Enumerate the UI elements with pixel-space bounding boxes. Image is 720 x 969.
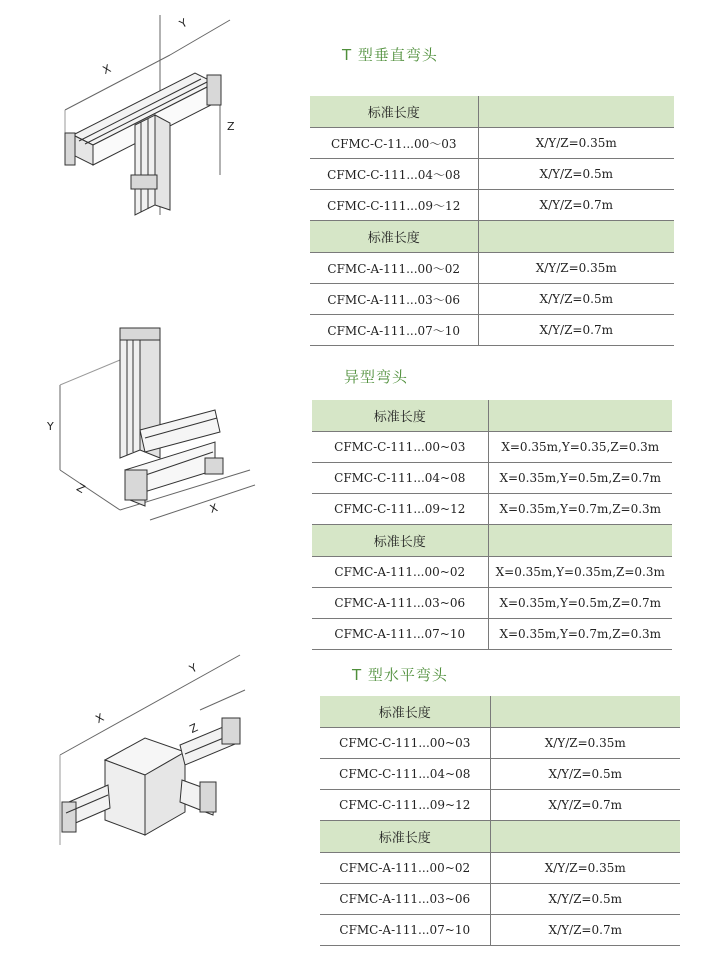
table-row <box>312 432 672 463</box>
section-title-special: 异型弯头 <box>344 368 409 386</box>
model-cell: CFMC-C-111...00~03 <box>312 432 488 463</box>
dim-label-y: Y <box>47 420 54 433</box>
table-row <box>320 853 680 884</box>
model-cell: CFMC-A-111...00~02 <box>320 853 490 884</box>
table-row <box>320 728 680 759</box>
header-value <box>488 400 672 432</box>
model-cell: CFMC-C-111...04～08 <box>310 159 478 190</box>
header-value <box>478 96 674 128</box>
size-cell: X/Y/Z=0.7m <box>478 190 674 221</box>
model-cell: CFMC-A-111...07~10 <box>320 915 490 946</box>
table-header-row <box>310 96 674 128</box>
table-row <box>310 284 674 315</box>
header-value <box>488 525 672 557</box>
size-cell: X/Y/Z=0.35m <box>490 728 680 759</box>
table-header-row <box>312 400 672 432</box>
model-cell: CFMC-C-111...09~12 <box>312 494 488 525</box>
size-cell: X/Y/Z=0.5m <box>478 159 674 190</box>
table-row <box>312 557 672 588</box>
size-cell: X=0.35m,Y=0.7m,Z=0.3m <box>488 494 672 525</box>
table-row <box>310 128 674 159</box>
header-label: 标准长度 <box>312 400 488 432</box>
dim-label-z: Z <box>187 721 200 736</box>
model-cell: CFMC-C-111...04~08 <box>312 463 488 494</box>
header-label: 标准长度 <box>310 96 478 128</box>
size-cell: X/Y/Z=0.5m <box>490 884 680 915</box>
header-label: 标准长度 <box>320 696 490 728</box>
table-row <box>312 588 672 619</box>
table-header-row <box>312 525 672 557</box>
size-cell: X=0.35m,Y=0.5m,Z=0.7m <box>488 463 672 494</box>
model-cell: CFMC-A-111...00~02 <box>312 557 488 588</box>
section-title-t-horizontal: T 型水平弯头 <box>352 666 448 684</box>
header-value <box>490 821 680 853</box>
table-row <box>310 253 674 284</box>
table-row <box>312 463 672 494</box>
dim-label-x: X <box>208 501 220 516</box>
t-vertical-elbow-drawing <box>55 15 255 215</box>
section-title-t-vertical: T 型垂直弯头 <box>342 46 438 64</box>
header-value <box>478 221 674 253</box>
size-cell: X/Y/Z=0.7m <box>490 790 680 821</box>
spec-table-t-horizontal <box>320 696 680 946</box>
model-cell: CFMC-C-111...04~08 <box>320 759 490 790</box>
size-cell: X=0.35m,Y=0.5m,Z=0.7m <box>488 588 672 619</box>
table-row <box>320 915 680 946</box>
dim-label-y: Y <box>187 661 200 676</box>
model-cell: CFMC-A-111...03~06 <box>320 884 490 915</box>
dim-label-x: X <box>100 62 113 77</box>
table-header-row <box>320 821 680 853</box>
model-cell: CFMC-A-111...07～10 <box>310 315 478 346</box>
table-row <box>320 790 680 821</box>
model-cell: CFMC-C-11...00～03 <box>310 128 478 159</box>
size-cell: X/Y/Z=0.5m <box>478 284 674 315</box>
special-elbow-drawing <box>45 320 260 525</box>
dim-label-z: Z <box>227 120 235 133</box>
model-cell: CFMC-C-111...00~03 <box>320 728 490 759</box>
table-row <box>320 884 680 915</box>
size-cell: X/Y/Z=0.35m <box>490 853 680 884</box>
table-header-row <box>320 696 680 728</box>
table-row <box>312 619 672 650</box>
model-cell: CFMC-A-111...00～02 <box>310 253 478 284</box>
size-cell: X=0.35m,Y=0.35,Z=0.3m <box>488 432 672 463</box>
model-cell: CFMC-C-111...09～12 <box>310 190 478 221</box>
spec-table-t-vertical <box>310 96 674 346</box>
header-label: 标准长度 <box>312 525 488 557</box>
header-label: 标准长度 <box>310 221 478 253</box>
table-row <box>312 494 672 525</box>
model-cell: CFMC-A-111...03~06 <box>312 588 488 619</box>
dim-label-x: X <box>93 710 107 727</box>
table-row <box>310 315 674 346</box>
size-cell: X/Y/Z=0.35m <box>478 128 674 159</box>
size-cell: X=0.35m,Y=0.7m,Z=0.3m <box>488 619 672 650</box>
table-row <box>310 190 674 221</box>
size-cell: X=0.35m,Y=0.35m,Z=0.3m <box>488 557 672 588</box>
table-header-row <box>310 221 674 253</box>
model-cell: CFMC-A-111...07~10 <box>312 619 488 650</box>
table-row <box>320 759 680 790</box>
size-cell: X/Y/Z=0.7m <box>478 315 674 346</box>
dim-label-y: Y <box>177 16 190 31</box>
model-cell: CFMC-A-111...03～06 <box>310 284 478 315</box>
header-value <box>490 696 680 728</box>
spec-table-special <box>312 400 672 650</box>
model-cell: CFMC-C-111...09~12 <box>320 790 490 821</box>
size-cell: X/Y/Z=0.35m <box>478 253 674 284</box>
size-cell: X/Y/Z=0.5m <box>490 759 680 790</box>
dim-label-z: Z <box>74 480 88 497</box>
header-label: 标准长度 <box>320 821 490 853</box>
t-horizontal-elbow-drawing <box>50 650 255 855</box>
table-row <box>310 159 674 190</box>
size-cell: X/Y/Z=0.7m <box>490 915 680 946</box>
